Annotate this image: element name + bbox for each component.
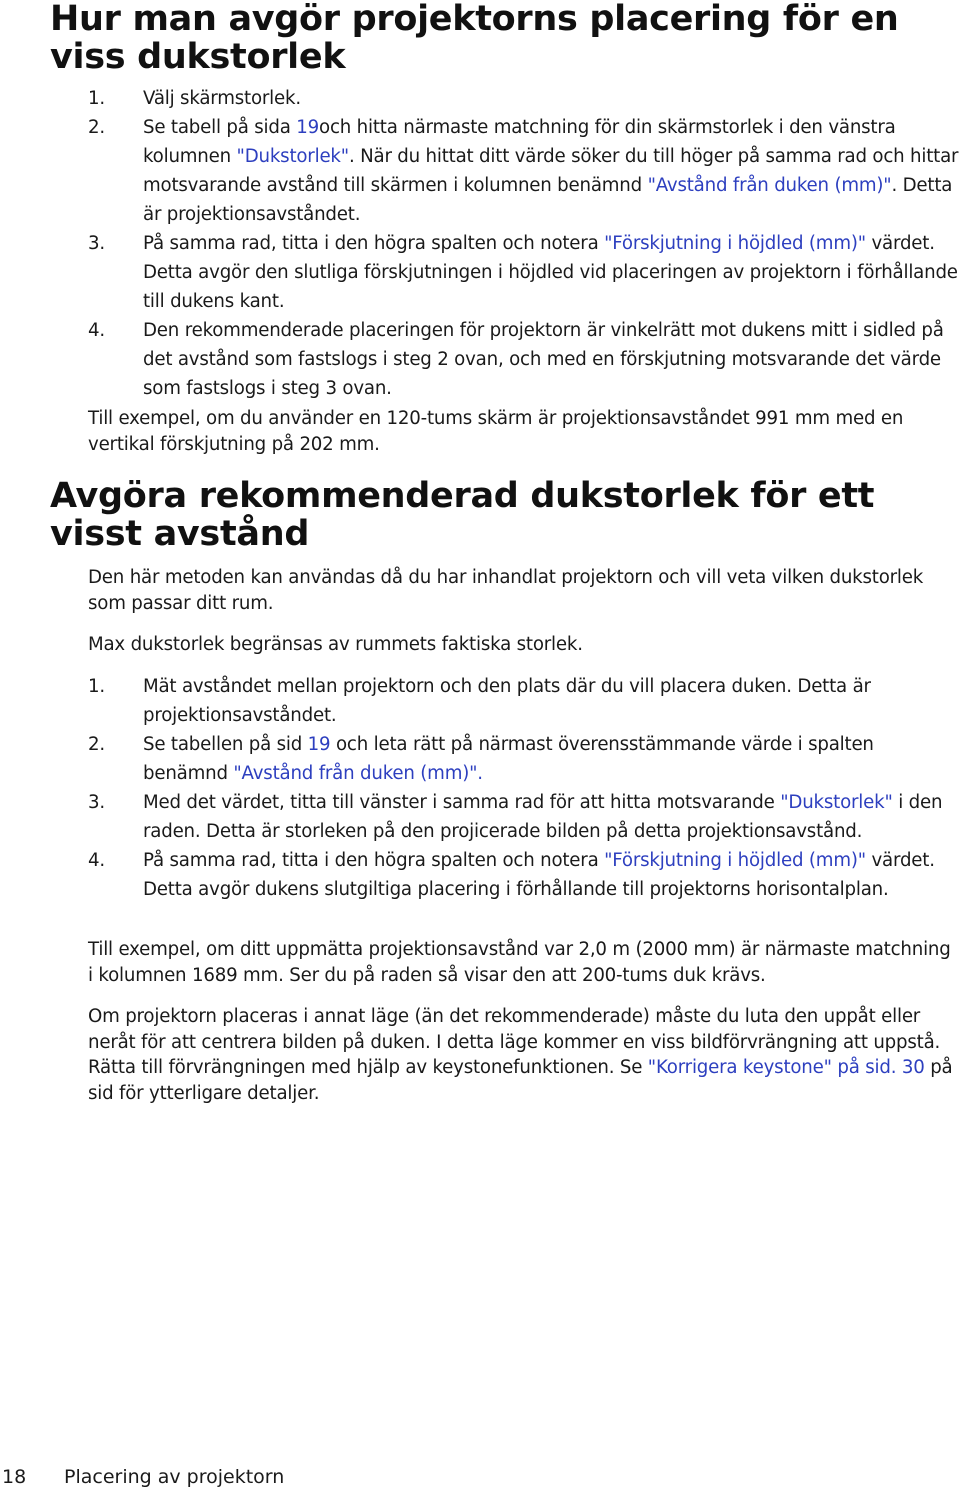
list-item <box>88 788 960 846</box>
list-item <box>88 730 960 788</box>
section2-closing <box>88 1004 958 1106</box>
cross-reference-link[interactable]: "Förskjutning i höjdled (mm)" <box>604 850 866 871</box>
page-number: 18 <box>2 1466 27 1488</box>
section1-steps <box>88 84 960 403</box>
cross-reference-link[interactable]: "Avstånd från duken (mm)". <box>233 763 483 784</box>
section2-example: Till exempel, om ditt uppmätta projektionsavstånd var 2,0 m (2000 mm) är närmaste matchning i kolumnen 1689 mm. Ser du på raden så visar den att 200-tums duk krävs. <box>88 939 951 986</box>
list-number: 3. <box>88 233 105 254</box>
list-number: 2. <box>88 117 105 138</box>
list-item <box>88 113 960 229</box>
text-run: och hitta närmaste matchning för din skärmstorlek i den vänstra kolumnen <box>143 117 896 167</box>
section2-steps <box>88 672 960 904</box>
section1-heading: Hur man avgör projektorns placering för en viss dukstorlek <box>50 0 899 77</box>
list-item <box>88 84 960 113</box>
text-run: Se tabellen på sid <box>143 734 308 755</box>
text-run: värdet. Detta avgör dukens slutgiltiga placering i förhållande till projektorns horisontalplan. <box>143 850 935 900</box>
cross-reference-link[interactable]: "Förskjutning i höjdled (mm)" <box>604 233 866 254</box>
list-number: 4. <box>88 850 105 871</box>
text-run: . När du hittat ditt värde söker du till höger på samma rad och hittar motsvarande avstånd till skärmen i kolumnen benämnd <box>143 146 959 196</box>
text-run: På samma rad, titta i den högra spalten och notera <box>143 233 605 254</box>
list-item <box>88 229 960 316</box>
cross-reference-link[interactable]: 19 <box>296 117 320 138</box>
text-run: och leta rätt på närmast överensstämmande värde i spalten benämnd <box>143 734 874 784</box>
list-number: 1. <box>88 676 105 697</box>
text-run: i den raden. Detta är storleken på den projicerade bilden på detta projektionsavstånd. <box>143 792 943 842</box>
text-run: Med det värdet, titta till vänster i samma rad för att hitta motsvarande <box>143 792 781 813</box>
text-run: Se tabell på sida <box>143 117 297 138</box>
cross-reference-link[interactable]: "Avstånd från duken (mm)" <box>647 175 892 196</box>
list-number: 4. <box>88 320 105 341</box>
cross-reference-link[interactable]: "Korrigera keystone" på sid. 30 <box>647 1057 925 1078</box>
cross-reference-link[interactable]: "Dukstorlek" <box>236 146 349 167</box>
text-run: Den rekommenderade placeringen för projektorn är vinkelrätt mot dukens mitt i sidled på det avstånd som fastslogs i steg 2 ovan, och med en förskjutning motsvarande det värde som fastslogs i steg 3 ovan. <box>143 320 944 399</box>
list-item <box>88 672 960 730</box>
section2-heading: Avgöra rekommenderad dukstorlek för ett visst avstånd <box>50 476 875 554</box>
section2-note: Max dukstorlek begränsas av rummets faktiska storlek. <box>88 634 583 655</box>
list-item <box>88 316 960 403</box>
list-number: 2. <box>88 734 105 755</box>
cross-reference-link[interactable]: 19 <box>307 734 331 755</box>
text-run: Välj skärmstorlek. <box>143 88 301 109</box>
section1-example: Till exempel, om du använder en 120-tums skärm är projektionsavståndet 991 mm med en vertikal förskjutning på 202 mm. <box>88 408 904 455</box>
text-run: på sid för ytterligare detaljer. <box>88 1057 953 1104</box>
cross-reference-link[interactable]: "Dukstorlek" <box>780 792 893 813</box>
text-run: . Detta är projektionsavståndet. <box>143 175 953 225</box>
text-run: Mät avståndet mellan projektorn och den plats där du vill placera duken. Detta är projektionsavståndet. <box>143 676 871 726</box>
section2-intro: Den här metoden kan användas då du har inhandlat projektorn och vill veta vilken dukstorlek som passar ditt rum. <box>88 567 924 614</box>
chapter-title: Placering av projektorn <box>64 1466 285 1488</box>
text-run: värdet. Detta avgör den slutliga förskjutningen i höjdled vid placeringen av projektorn i förhållande till dukens kant. <box>143 233 958 312</box>
text-run: På samma rad, titta i den högra spalten och notera <box>143 850 605 871</box>
text-run: Om projektorn placeras i annat läge (än det rekommenderade) måste du luta den uppåt eller neråt för att centrera bilden på duken. I detta läge kommer en viss bildförvrängning att uppstå. Rätta till förvrängningen med hjälp av keystonefunktionen. Se <box>88 1006 941 1078</box>
list-item <box>88 846 960 904</box>
list-number: 3. <box>88 792 105 813</box>
list-number: 1. <box>88 88 105 109</box>
